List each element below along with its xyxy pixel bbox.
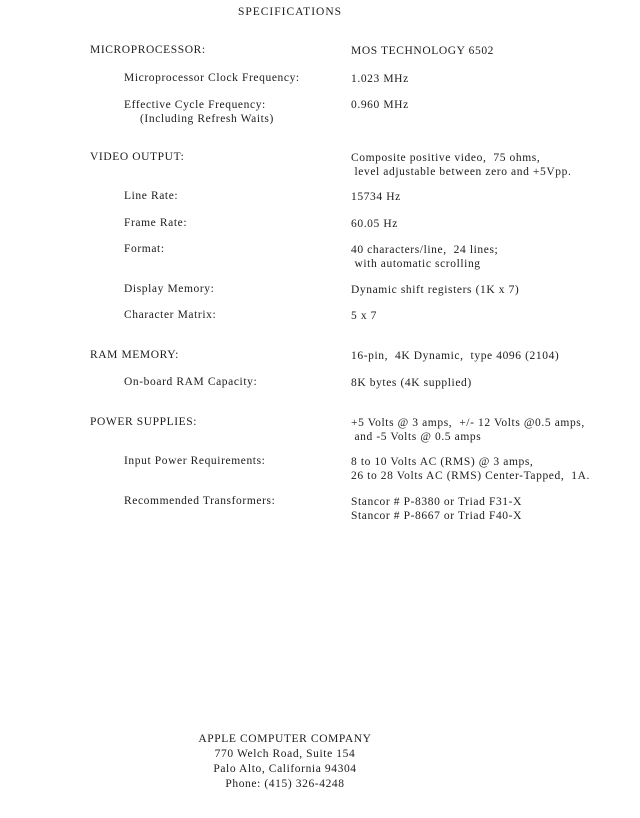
spec-value: 15734 Hz bbox=[351, 191, 401, 203]
spec-label: On-board RAM Capacity: bbox=[124, 376, 258, 388]
spec-label: Recommended Transformers: bbox=[124, 495, 276, 507]
value-line: Stancor # P-8667 or Triad F40-X bbox=[351, 510, 522, 522]
spec-value: 5 x 7 bbox=[351, 310, 377, 322]
spec-value: 0.960 MHz bbox=[351, 99, 409, 111]
spec-value: 60.05 Hz bbox=[351, 218, 398, 230]
value-line: 26 to 28 Volts AC (RMS) Center-Tapped, 1A. bbox=[351, 470, 591, 482]
value-line: Stancor # P-8380 or Triad F31-X bbox=[351, 496, 522, 508]
spec-value: Dynamic shift registers (1K x 7) bbox=[351, 284, 520, 296]
section-label: POWER SUPPLIES: bbox=[90, 416, 198, 428]
phone-number: Phone: (415) 326-4248 bbox=[225, 778, 345, 790]
spec-label bbox=[124, 98, 274, 126]
value-line: with automatic scrolling bbox=[351, 258, 481, 270]
street-address: 770 Welch Road, Suite 154 bbox=[214, 748, 356, 760]
spec-label: Line Rate: bbox=[124, 190, 179, 202]
spec-label-line: Effective Cycle Frequency: bbox=[124, 99, 266, 111]
section-label: VIDEO OUTPUT: bbox=[90, 151, 185, 163]
spec-label-line: (Including Refresh Waits) bbox=[140, 113, 274, 125]
spec-value bbox=[351, 495, 522, 523]
spec-label: Display Memory: bbox=[124, 283, 215, 295]
company-name: APPLE COMPUTER COMPANY bbox=[198, 733, 372, 745]
section-label: MICROPROCESSOR: bbox=[90, 44, 206, 56]
spec-label: Frame Rate: bbox=[124, 217, 188, 229]
spec-value: 8K bytes (4K supplied) bbox=[351, 377, 472, 389]
spec-value: 1.023 MHz bbox=[351, 73, 409, 85]
section-value: MOS TECHNOLOGY 6502 bbox=[351, 45, 495, 57]
value-line: Composite positive video, 75 ohms, bbox=[351, 152, 541, 164]
section-value bbox=[351, 151, 571, 179]
spec-label: Microprocessor Clock Frequency: bbox=[124, 72, 300, 84]
company-address bbox=[160, 732, 410, 792]
section-label: RAM MEMORY: bbox=[90, 349, 179, 361]
value-line: 8 to 10 Volts AC (RMS) @ 3 amps, bbox=[351, 456, 534, 468]
value-line: 40 characters/line, 24 lines; bbox=[351, 244, 499, 256]
city-address: Palo Alto, California 94304 bbox=[213, 763, 357, 775]
value-line: +5 Volts @ 3 amps, +/- 12 Volts @0.5 amps, bbox=[351, 417, 585, 429]
page-title: SPECIFICATIONS bbox=[237, 6, 343, 18]
section-value: 16-pin, 4K Dynamic, type 4096 (2104) bbox=[351, 350, 560, 362]
spec-label: Input Power Requirements: bbox=[124, 455, 266, 467]
section-value bbox=[351, 416, 585, 444]
spec-value bbox=[351, 455, 590, 483]
spec-label: Character Matrix: bbox=[124, 309, 217, 321]
spec-label: Format: bbox=[124, 243, 165, 255]
value-line: level adjustable between zero and +5Vpp. bbox=[351, 166, 572, 178]
spec-value bbox=[351, 243, 498, 271]
value-line: and -5 Volts @ 0.5 amps bbox=[351, 431, 482, 443]
